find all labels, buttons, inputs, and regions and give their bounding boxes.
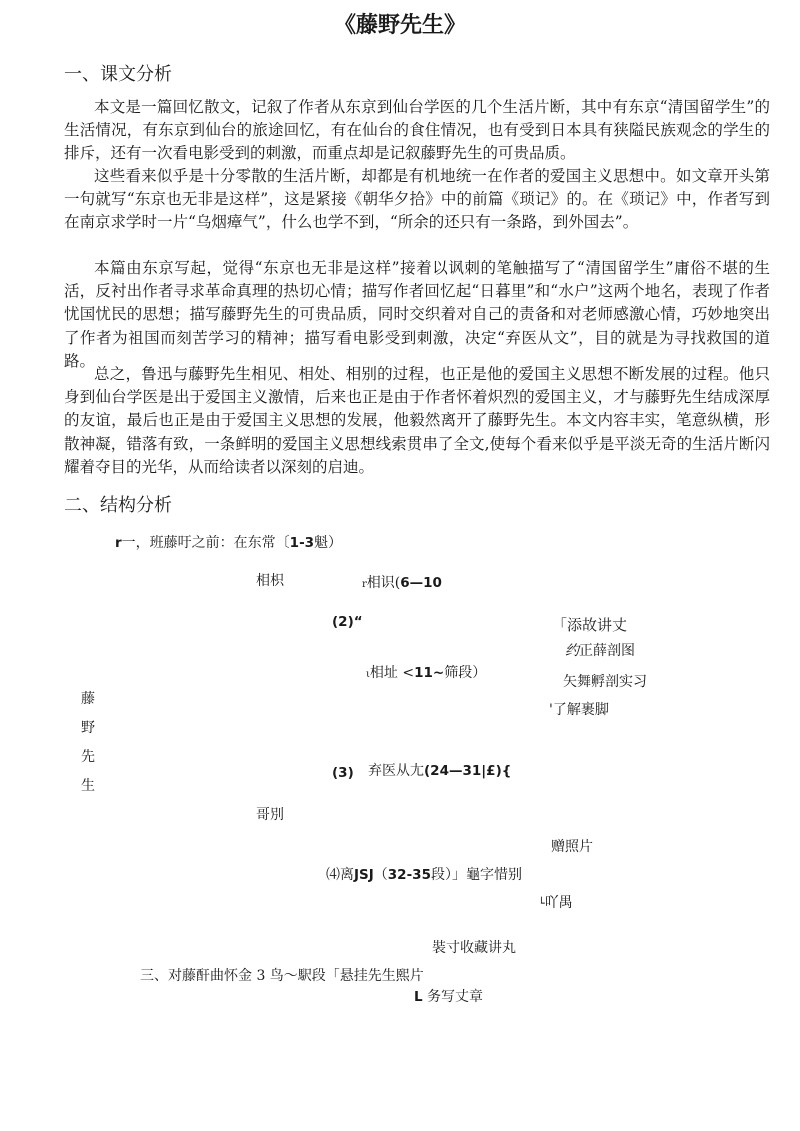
page-title: 《藤野先生》 bbox=[333, 12, 466, 38]
outline-line-before-meeting: r一，班藤吁之前：在东常〔1-3魁） bbox=[115, 535, 343, 551]
outline-sub-zhuangcun: 裝寸收藏讲丸 bbox=[432, 940, 516, 956]
outline-item-3: (3) bbox=[332, 765, 354, 781]
outline-line-abandon-medicine: 弃医从尢(24—31|£){ bbox=[368, 763, 512, 779]
outline-line-together: ι相址 <11~筛段） bbox=[366, 665, 487, 681]
outline-line-parting: ⑷离JSJ（32-35段）」龜字惜别 bbox=[326, 867, 522, 883]
outline-item-2: (2)“ bbox=[332, 614, 363, 630]
outline-vertical-title bbox=[80, 685, 96, 801]
outline-sub-jiewu: 矢舞孵剖实习 bbox=[563, 674, 647, 690]
outline-line-section-three: 三、对藤酐曲怀金 3 鸟〜駅段「悬挂先生熙片 bbox=[140, 968, 424, 984]
vertical-char: 野 bbox=[81, 720, 95, 736]
outline-label-gebie: 哥別 bbox=[256, 807, 284, 823]
outline-sub-wuxie: L 务写丈章 bbox=[414, 989, 484, 1005]
outline-sub-dingyu: └吖禺 bbox=[538, 895, 573, 911]
outline-sub-liaojie: '了解裹脚 bbox=[549, 702, 609, 718]
vertical-char: 生 bbox=[81, 778, 95, 794]
section-heading-analysis: 一、课文分析 bbox=[64, 64, 172, 85]
analysis-paragraph: 本篇由东京写起，觉得“东京也无非是这样”接着以讽刺的笔触描写了“清国留学生”庸俗不堪的生活，反衬出作者寻求革命真理的热切心情；描写作者回忆起“日暮里”和“水户”这两个地名，表现了作者忧国忧民的思想；描写藤野先生的可贵品质，同时交织着对自己的责备和对老师感激心情，巧妙地突出了作者为祖国而刻苦学习的精神；描写看电影受到刺激，决定“弃医从文”，目的就是为寻找救国的道路。 bbox=[64, 259, 770, 370]
vertical-char: 先 bbox=[81, 749, 95, 765]
vertical-char: 藤 bbox=[81, 691, 95, 707]
analysis-paragraph: 这些看来似乎是十分零散的生活片断，却都是有机地统一在作者的爱国主义思想中。如文章开头第一句就写“东京也无非是这样”，这是紧接《朝华夕拾》中的前篇《琐记》的。在《琐记》中，作者写到在南京求学时一片“乌烟瘴气”，什么也学不到，“所余的还只有一条路，到外国去”。 bbox=[64, 167, 770, 232]
outline-sub-tiangu: 「添故讲丈 bbox=[552, 616, 628, 634]
outline-sub-zengzhao: 赠照片 bbox=[551, 839, 593, 855]
analysis-paragraph: 总之，鲁迅与藤野先生相见、相处、相别的过程，也正是他的爱国主义思想不断发展的过程。他只身到仙台学医是出于爱国主义激情，后来也正是由于作者怀着炽烈的爱国主义，才与藤野先生结成深厚的友谊，最后也正是由于爱国主义思想的发展，他毅然离开了藤野先生。本文内容丰实，笔意纵横，形散神凝，错落有致，一条鲜明的爱国主义思想线索贯串了全文,使每个看来似乎是平淡无奇的生活片断闪耀着夺目的光华，从而给读者以深刻的启迪。 bbox=[64, 365, 770, 476]
section-heading-structure: 二、结构分析 bbox=[64, 495, 172, 516]
outline-label-xiangzhi: 相枳 bbox=[256, 573, 284, 589]
outline-line-acquaint: r相识(6—10 bbox=[362, 575, 442, 591]
analysis-paragraph: 本文是一篇回忆散文，记叙了作者从东京到仙台学医的几个生活片断，其中有东京“清国留学生”的生活情况，有东京到仙台的旅途回忆，有在仙台的食住情况，也有受到日本具有狭隘民族观念的学生的排斥，还有一次看电影受到的刺激，而重点却是记叙藤野先生的可贵品质。 bbox=[64, 98, 770, 163]
outline-sub-zhengpou: 约正薛剖图 bbox=[565, 643, 635, 659]
